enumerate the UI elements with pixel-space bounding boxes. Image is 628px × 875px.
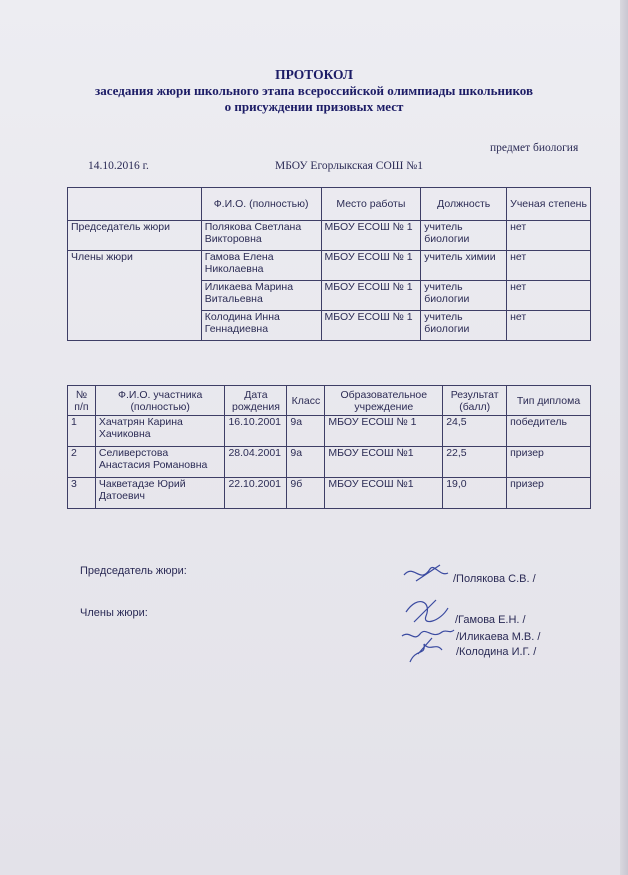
jury-name: Гамова Елена Николаевна [201, 251, 321, 281]
jury-position: учитель химии [421, 251, 507, 281]
result-birth: 16.10.2001 [225, 416, 287, 447]
results-table [67, 385, 591, 509]
jury-work: МБОУ ЕСОШ № 1 [321, 221, 421, 251]
results-header-name: Ф.И.О. участника (полностью) [95, 386, 225, 416]
jury-header-role [68, 188, 202, 221]
jury-header-position: Должность [421, 188, 507, 221]
table-row [68, 447, 591, 478]
member-name-1: /Гамова Е.Н. / [455, 614, 526, 626]
result-birth: 22.10.2001 [225, 478, 287, 509]
table-row [68, 251, 591, 281]
jury-table-header [68, 188, 591, 221]
jury-name: Полякова Светлана Викторовна [201, 221, 321, 251]
results-header-school: Образовательное учреждение [325, 386, 443, 416]
protocol-date: 14.10.2016 г. [88, 160, 149, 172]
result-birth: 28.04.2001 [225, 447, 287, 478]
member-name-2: /Иликаева М.В. / [456, 631, 541, 643]
result-diploma: победитель [507, 416, 591, 447]
document-title: ПРОТОКОЛ [275, 67, 353, 82]
jury-degree: нет [507, 221, 591, 251]
result-score: 24,5 [443, 416, 507, 447]
document-subtitle-line-1: заседания жюри школьного этапа всероссийской олимпиады школьников [95, 83, 533, 98]
school-name: МБОУ Егорлыкская СОШ №1 [275, 160, 423, 172]
result-school: МБОУ ЕСОШ №1 [325, 478, 443, 509]
result-name: Хачатрян Карина Хачиковна [95, 416, 225, 447]
result-diploma: призер [507, 478, 591, 509]
jury-table [67, 187, 591, 341]
jury-work: МБОУ ЕСОШ № 1 [321, 311, 421, 341]
jury-position: учитель биологии [421, 311, 507, 341]
chair-name: /Полякова С.В. / [453, 573, 536, 585]
chair-label: Председатель жюри: [80, 565, 187, 577]
jury-header-degree: Ученая степень [507, 188, 591, 221]
document-subtitle-line-2: о присуждении призовых мест [224, 99, 404, 114]
jury-degree: нет [507, 311, 591, 341]
jury-position: учитель биологии [421, 221, 507, 251]
results-table-header [68, 386, 591, 416]
result-score: 19,0 [443, 478, 507, 509]
result-num: 1 [68, 416, 96, 447]
result-name: Чакветадзе Юрий Датоевич [95, 478, 225, 509]
result-num: 3 [68, 478, 96, 509]
table-row [68, 221, 591, 251]
result-score: 22,5 [443, 447, 507, 478]
result-grade: 9а [287, 447, 325, 478]
jury-role: Председатель жюри [68, 221, 202, 251]
results-header-birth: Дата рождения [225, 386, 287, 416]
table-row [68, 416, 591, 447]
result-name: Селиверстова Анастасия Романовна [95, 447, 225, 478]
members-signatures [396, 592, 458, 672]
result-school: МБОУ ЕСОШ №1 [325, 447, 443, 478]
results-header-diploma: Тип диплома [507, 386, 591, 416]
jury-degree: нет [507, 281, 591, 311]
results-header-score: Результат (балл) [443, 386, 507, 416]
result-num: 2 [68, 447, 96, 478]
jury-header-name: Ф.И.О. (полностью) [201, 188, 321, 221]
jury-degree: нет [507, 251, 591, 281]
results-header-grade: Класс [287, 386, 325, 416]
jury-position: учитель биологии [421, 281, 507, 311]
jury-name: Иликаева Марина Витальевна [201, 281, 321, 311]
result-grade: 9б [287, 478, 325, 509]
members-label: Члены жюри: [80, 607, 148, 619]
table-row [68, 478, 591, 509]
result-diploma: призер [507, 447, 591, 478]
subject-label: предмет биология [490, 142, 579, 154]
jury-role: Члены жюри [68, 251, 202, 341]
result-grade: 9а [287, 416, 325, 447]
chair-signature [396, 555, 456, 595]
jury-name: Колодина Инна Геннадиевна [201, 311, 321, 341]
jury-work: МБОУ ЕСОШ № 1 [321, 251, 421, 281]
jury-header-work: Место работы [321, 188, 421, 221]
jury-work: МБОУ ЕСОШ № 1 [321, 281, 421, 311]
result-school: МБОУ ЕСОШ № 1 [325, 416, 443, 447]
member-name-3: /Колодина И.Г. / [456, 646, 537, 658]
results-header-num: № п/п [68, 386, 96, 416]
page-edge-shadow [620, 0, 628, 875]
